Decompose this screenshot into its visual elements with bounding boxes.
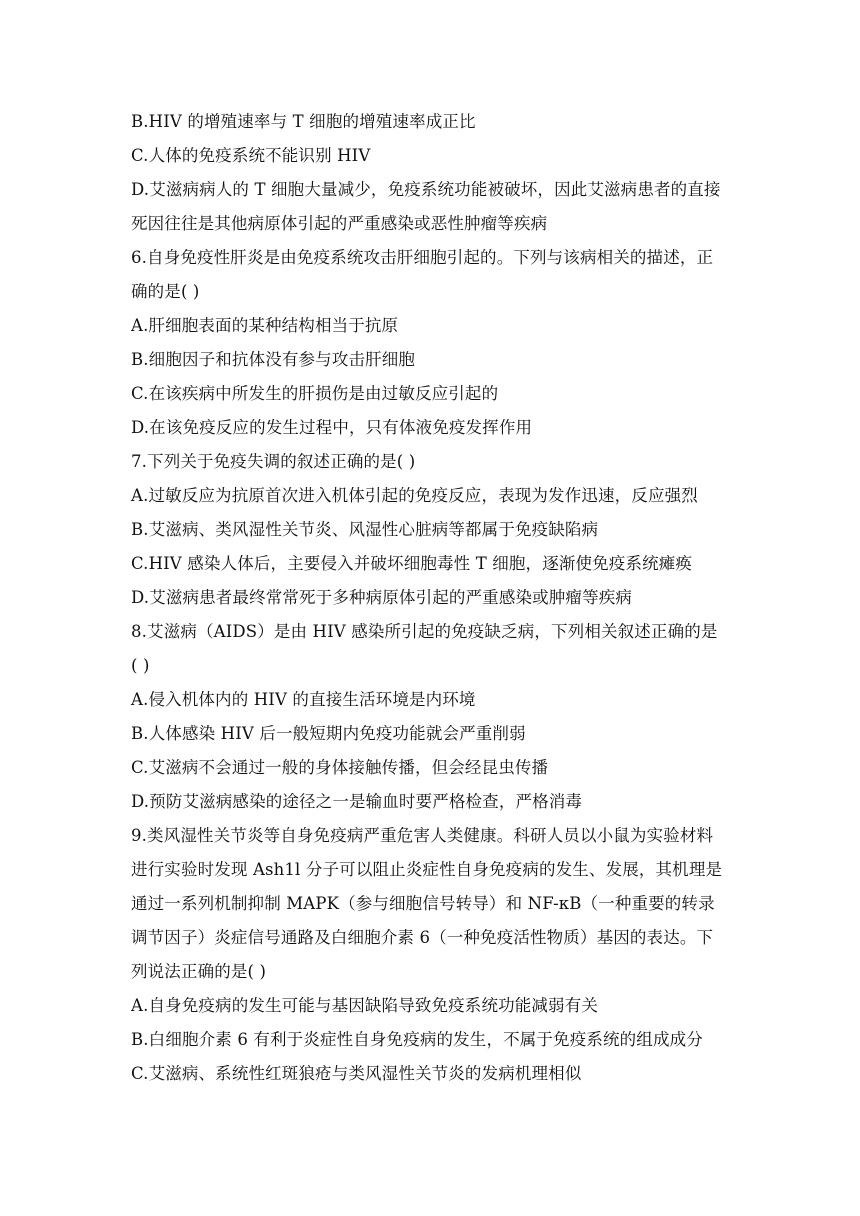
question-6-option-b: B.细胞因子和抗体没有参与攻击肝细胞: [131, 350, 416, 369]
question-8-option-d: D.预防艾滋病感染的途径之一是输血时要严格检查，严格消毒: [131, 792, 583, 811]
question-8-option-c: C.艾滋病不会通过一般的身体接触传播，但会经昆虫传播: [131, 758, 549, 777]
question-9-option-c: C.艾滋病、系统性红斑狼疮与类风湿性关节炎的发病机理相似: [131, 1064, 582, 1083]
document-page: [131, 105, 741, 1091]
question-8-stem-cont: ( ): [131, 656, 150, 675]
question-5-option-d: D.艾滋病病人的 T 细胞大量减少，免疫系统功能被破坏，因此艾滋病患者的直接: [131, 180, 721, 199]
question-6-option-a: A.肝细胞表面的某种结构相当于抗原: [131, 316, 399, 335]
question-9-option-b: B.白细胞介素 6 有利于炎症性自身免疫病的发生，不属于免疫系统的组成成分: [131, 1030, 703, 1049]
question-6-option-c: C.在该疾病中所发生的肝损伤是由过敏反应引起的: [131, 384, 499, 403]
question-6-stem-cont: 确的是( ): [131, 282, 200, 301]
question-9-stem: 9.类风湿性关节炎等自身免疫病严重危害人类健康。科研人员以小鼠为实验材料: [131, 826, 714, 845]
question-6-option-d: D.在该免疫反应的发生过程中，只有体液免疫发挥作用: [131, 418, 533, 437]
question-7-option-a: A.过敏反应为抗原首次进入机体引起的免疫反应，表现为发作迅速，反应强烈: [131, 486, 698, 505]
question-8-stem: 8.艾滋病（AIDS）是由 HIV 感染所引起的免疫缺乏病，下列相关叙述正确的是: [131, 622, 718, 641]
question-7-option-d: D.艾滋病患者最终常常死于多种病原体引起的严重感染或肿瘤等疾病: [131, 588, 633, 607]
question-5-option-b: B.HIV 的增殖速率与 T 细胞的增殖速率成正比: [131, 112, 476, 131]
question-8-option-a: A.侵入机体内的 HIV 的直接生活环境是内环境: [131, 690, 476, 709]
question-6-stem: 6.自身免疫性肝炎是由免疫系统攻击肝细胞引起的。下列与该病相关的描述，正: [131, 248, 714, 267]
question-5-option-d-cont: 死因往往是其他病原体引起的严重感染或恶性肿瘤等疾病: [131, 214, 548, 233]
question-9-stem-cont-4: 列说法正确的是( ): [131, 962, 267, 981]
question-9-option-a: A.自身免疫病的发生可能与基因缺陷导致免疫系统功能减弱有关: [131, 996, 599, 1015]
question-5-option-c: C.人体的免疫系统不能识别 HIV: [131, 146, 371, 165]
question-7-option-c: C.HIV 感染人体后，主要侵入并破坏细胞毒性 T 细胞，逐渐使免疫系统瘫痪: [131, 554, 693, 573]
question-9-stem-cont-2: 通过一系列机制抑制 MAPK（参与细胞信号转导）和 NF-κB（一种重要的转录: [131, 894, 715, 913]
question-9-stem-cont-3: 调节因子）炎症信号通路及白细胞介素 6（一种免疫活性物质）基因的表达。下: [131, 928, 714, 947]
question-8-option-b: B.人体感染 HIV 后一般短期内免疫功能就会严重削弱: [131, 724, 526, 743]
question-7-option-b: B.艾滋病、类风湿性关节炎、风湿性心脏病等都属于免疫缺陷病: [131, 520, 599, 539]
question-9-stem-cont-1: 进行实验时发现 Ash1l 分子可以阻止炎症性自身免疫病的发生、发展，其机理是: [131, 860, 723, 879]
question-7-stem: 7.下列关于免疫失调的叙述正确的是( ): [131, 452, 416, 471]
